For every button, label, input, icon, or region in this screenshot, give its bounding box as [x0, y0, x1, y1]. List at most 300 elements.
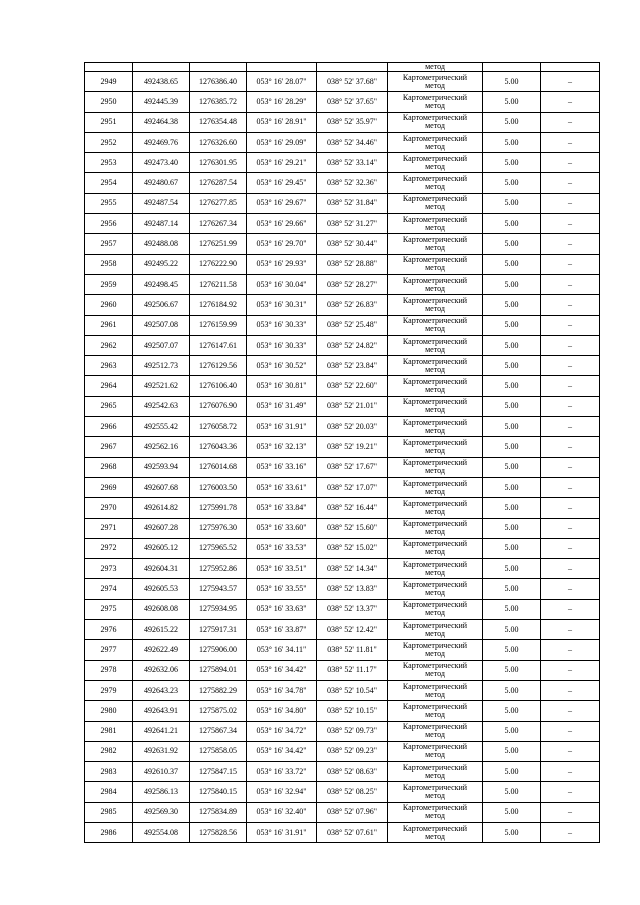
- cell-y: 1276267.34: [190, 214, 247, 234]
- cell-accuracy: 5.00: [483, 417, 541, 437]
- method-line-1: Картометрический: [402, 519, 468, 529]
- table-row: [85, 782, 600, 802]
- cell-method: [388, 538, 483, 558]
- cell-longitude: 038° 52' 12.42": [317, 620, 388, 640]
- method-line-2: метод: [425, 709, 445, 719]
- cell-x: 492643.91: [133, 701, 190, 721]
- cell-latitude: 053° 16' 33.61": [247, 477, 317, 497]
- cell-number: 2986: [85, 822, 133, 842]
- cell-number: 2955: [85, 193, 133, 213]
- cell-method: [388, 437, 483, 457]
- method-line-2: метод: [425, 811, 445, 821]
- table-row: [85, 132, 600, 152]
- cell-extra: –: [541, 254, 600, 274]
- cell-longitude: 038° 52' 31.84": [317, 193, 388, 213]
- cell-longitude: 038° 52' 07.96": [317, 802, 388, 822]
- cell-accuracy: [483, 63, 541, 72]
- cell-latitude: 053° 16' 34.42": [247, 741, 317, 761]
- cell-accuracy: 5.00: [483, 315, 541, 335]
- cell-method: [388, 315, 483, 335]
- method-line-1: Картометрический: [402, 275, 468, 285]
- cell-method: [388, 112, 483, 132]
- cell-method: [388, 620, 483, 640]
- cell-longitude: 038° 52' 17.67": [317, 457, 388, 477]
- method-line-2: метод: [425, 405, 445, 415]
- method-line-1: Картометрический: [402, 823, 468, 833]
- cell-y: 1276386.40: [190, 72, 247, 92]
- cell-accuracy: 5.00: [483, 559, 541, 579]
- method-line-2: метод: [425, 324, 445, 334]
- cell-x: 492586.13: [133, 782, 190, 802]
- cell-longitude: [317, 63, 388, 72]
- method-line-2: метод: [425, 445, 445, 455]
- cell-latitude: 053° 16' 29.70": [247, 234, 317, 254]
- cell-y: 1275834.89: [190, 802, 247, 822]
- table-row: [85, 193, 600, 213]
- table-row: [85, 153, 600, 173]
- cell-x: 492614.82: [133, 498, 190, 518]
- cell-number: 2959: [85, 274, 133, 294]
- cell-latitude: 053° 16' 29.67": [247, 193, 317, 213]
- cell-latitude: 053° 16' 33.87": [247, 620, 317, 640]
- cell-latitude: 053° 16' 34.80": [247, 701, 317, 721]
- cell-y: 1276106.40: [190, 376, 247, 396]
- method-line-1: Картометрический: [402, 580, 468, 590]
- cell-number: 2957: [85, 234, 133, 254]
- cell-x: 492521.62: [133, 376, 190, 396]
- cell-extra: –: [541, 92, 600, 112]
- cell-method: [388, 356, 483, 376]
- cell-method: [388, 234, 483, 254]
- cell-y: 1276251.99: [190, 234, 247, 254]
- cell-method: [388, 762, 483, 782]
- cell-y: 1276043.36: [190, 437, 247, 457]
- cell-latitude: 053° 16' 30.33": [247, 315, 317, 335]
- cell-extra: –: [541, 295, 600, 315]
- cell-latitude: 053° 16' 31.91": [247, 822, 317, 842]
- method-line-1: Картометрический: [402, 295, 468, 305]
- cell-y: 1276184.92: [190, 295, 247, 315]
- cell-x: 492607.68: [133, 477, 190, 497]
- cell-method: [388, 680, 483, 700]
- cell-accuracy: 5.00: [483, 132, 541, 152]
- cell-number: 2961: [85, 315, 133, 335]
- cell-extra: –: [541, 741, 600, 761]
- cell-y: 1275858.05: [190, 741, 247, 761]
- method-line-1: Картометрический: [402, 762, 468, 772]
- cell-y: 1276147.61: [190, 335, 247, 355]
- cell-longitude: 038° 52' 08.63": [317, 762, 388, 782]
- cell-longitude: 038° 52' 30.44": [317, 234, 388, 254]
- cell-number: 2964: [85, 376, 133, 396]
- cell-accuracy: 5.00: [483, 721, 541, 741]
- cell-accuracy: 5.00: [483, 234, 541, 254]
- cell-x: 492605.53: [133, 579, 190, 599]
- cell-number: 2971: [85, 518, 133, 538]
- cell-latitude: 053° 16' 28.29": [247, 92, 317, 112]
- table-row: [85, 457, 600, 477]
- cell-extra: –: [541, 498, 600, 518]
- cell-x: 492488.08: [133, 234, 190, 254]
- cell-method: [388, 457, 483, 477]
- cell-extra: –: [541, 640, 600, 660]
- cell-number: 2967: [85, 437, 133, 457]
- cell-number: 2985: [85, 802, 133, 822]
- cell-y: 1275828.56: [190, 822, 247, 842]
- method-line-2: метод: [425, 770, 445, 780]
- cell-x: 492562.16: [133, 437, 190, 457]
- cell-method: [388, 477, 483, 497]
- cell-method: [388, 92, 483, 112]
- cell-method: [388, 214, 483, 234]
- cell-extra: –: [541, 112, 600, 132]
- cell-y: [190, 63, 247, 72]
- cell-latitude: 053° 16' 33.55": [247, 579, 317, 599]
- cell-method: [388, 822, 483, 842]
- cell-longitude: 038° 52' 31.27": [317, 214, 388, 234]
- cell-longitude: 038° 52' 32.36": [317, 173, 388, 193]
- cell-latitude: 053° 16' 33.53": [247, 538, 317, 558]
- table-row: [85, 274, 600, 294]
- cell-latitude: 053° 16' 29.45": [247, 173, 317, 193]
- cell-method: [388, 579, 483, 599]
- cell-latitude: 053° 16' 34.11": [247, 640, 317, 660]
- cell-extra: –: [541, 680, 600, 700]
- cell-method: [388, 295, 483, 315]
- cell-longitude: 038° 52' 21.01": [317, 396, 388, 416]
- cell-extra: –: [541, 376, 600, 396]
- method-line-2: метод: [425, 689, 445, 699]
- cell-method: [388, 559, 483, 579]
- cell-x: 492593.94: [133, 457, 190, 477]
- cell-x: 492473.40: [133, 153, 190, 173]
- method-line-2: метод: [425, 425, 445, 435]
- cell-accuracy: 5.00: [483, 112, 541, 132]
- cell-number: 2983: [85, 762, 133, 782]
- cell-number: 2956: [85, 214, 133, 234]
- cell-extra: –: [541, 559, 600, 579]
- cell-y: 1275882.29: [190, 680, 247, 700]
- table-row: [85, 518, 600, 538]
- cell-accuracy: 5.00: [483, 214, 541, 234]
- cell-accuracy: 5.00: [483, 437, 541, 457]
- table-row: [85, 477, 600, 497]
- method-line-1: Картометрический: [402, 377, 468, 387]
- cell-latitude: 053° 16' 34.42": [247, 660, 317, 680]
- table-row: [85, 92, 600, 112]
- table-row: [85, 173, 600, 193]
- table-row: [85, 396, 600, 416]
- method-line-2: метод: [425, 669, 445, 679]
- cell-method: [388, 640, 483, 660]
- cell-accuracy: 5.00: [483, 620, 541, 640]
- cell-longitude: 038° 52' 10.54": [317, 680, 388, 700]
- cell-y: 1276076.90: [190, 396, 247, 416]
- cell-number: 2951: [85, 112, 133, 132]
- cell-y: 1276014.68: [190, 457, 247, 477]
- cell-longitude: 038° 52' 14.34": [317, 559, 388, 579]
- cell-x: 492604.31: [133, 559, 190, 579]
- cell-latitude: 053° 16' 33.51": [247, 559, 317, 579]
- cell-extra: –: [541, 417, 600, 437]
- cell-extra: –: [541, 214, 600, 234]
- cell-method: [388, 335, 483, 355]
- cell-y: 1275840.15: [190, 782, 247, 802]
- cell-latitude: 053° 16' 30.31": [247, 295, 317, 315]
- cell-number: 2968: [85, 457, 133, 477]
- method-line-2: метод: [425, 364, 445, 374]
- table-row: [85, 315, 600, 335]
- cell-latitude: 053° 16' 28.91": [247, 112, 317, 132]
- cell-number: 2953: [85, 153, 133, 173]
- method-line-2: метод: [425, 182, 445, 192]
- table-row: [85, 234, 600, 254]
- cell-x: 492607.28: [133, 518, 190, 538]
- cell-y: 1276287.54: [190, 173, 247, 193]
- cell-latitude: 053° 16' 33.72": [247, 762, 317, 782]
- cell-extra: –: [541, 356, 600, 376]
- method-line-1: Картометрический: [402, 600, 468, 610]
- cell-x: 492608.08: [133, 599, 190, 619]
- cell-extra: –: [541, 620, 600, 640]
- cell-latitude: 053° 16' 32.13": [247, 437, 317, 457]
- cell-y: 1275917.31: [190, 620, 247, 640]
- cell-y: 1275952.86: [190, 559, 247, 579]
- cell-x: 492643.23: [133, 680, 190, 700]
- cell-latitude: 053° 16' 30.33": [247, 335, 317, 355]
- table-row: [85, 721, 600, 741]
- cell-y: 1275965.52: [190, 538, 247, 558]
- cell-extra: –: [541, 173, 600, 193]
- cell-longitude: 038° 52' 11.81": [317, 640, 388, 660]
- cell-longitude: 038° 52' 13.37": [317, 599, 388, 619]
- cell-number: 2974: [85, 579, 133, 599]
- cell-extra: –: [541, 437, 600, 457]
- cell-longitude: 038° 52' 37.65": [317, 92, 388, 112]
- cell-y: 1275934.95: [190, 599, 247, 619]
- cell-method: [388, 417, 483, 437]
- cell-x: 492615.22: [133, 620, 190, 640]
- method-line-2: метод: [425, 141, 445, 151]
- cell-y: 1276277.85: [190, 193, 247, 213]
- method-line-1: Картометрический: [402, 397, 468, 407]
- method-line-1: Картометрический: [402, 235, 468, 245]
- cell-extra: –: [541, 802, 600, 822]
- cell-x: 492498.45: [133, 274, 190, 294]
- cell-longitude: 038° 52' 23.84": [317, 356, 388, 376]
- cell-number: [85, 63, 133, 72]
- cell-latitude: 053° 16' 30.04": [247, 274, 317, 294]
- cell-method: [388, 193, 483, 213]
- cell-longitude: 038° 52' 07.61": [317, 822, 388, 842]
- table-row: [85, 254, 600, 274]
- cell-y: 1276058.72: [190, 417, 247, 437]
- cell-latitude: 053° 16' 32.40": [247, 802, 317, 822]
- cell-method: [388, 802, 483, 822]
- method-line-1: Картометрический: [402, 803, 468, 813]
- cell-y: 1276159.99: [190, 315, 247, 335]
- cell-number: 2954: [85, 173, 133, 193]
- cell-longitude: 038° 52' 08.25": [317, 782, 388, 802]
- method-line-1: Картометрический: [402, 478, 468, 488]
- table-row: [85, 822, 600, 842]
- table-body: [85, 63, 600, 843]
- cell-latitude: 053° 16' 31.49": [247, 396, 317, 416]
- cell-method: [388, 701, 483, 721]
- table-row: [85, 802, 600, 822]
- cell-number: 2975: [85, 599, 133, 619]
- table-row: [85, 538, 600, 558]
- cell-x: 492610.37: [133, 762, 190, 782]
- cell-extra: –: [541, 579, 600, 599]
- method-line-1: Картометрический: [402, 620, 468, 630]
- cell-extra: –: [541, 457, 600, 477]
- cell-number: 2972: [85, 538, 133, 558]
- method-line-1: Картометрический: [402, 214, 468, 224]
- method-line-2: метод: [425, 100, 445, 110]
- cell-accuracy: 5.00: [483, 538, 541, 558]
- cell-accuracy: 5.00: [483, 660, 541, 680]
- cell-accuracy: 5.00: [483, 457, 541, 477]
- cell-x: 492438.65: [133, 72, 190, 92]
- cell-x: 492507.07: [133, 335, 190, 355]
- cell-number: 2973: [85, 559, 133, 579]
- cell-longitude: 038° 52' 22.60": [317, 376, 388, 396]
- cell-latitude: 053° 16' 29.66": [247, 214, 317, 234]
- method-line-1: Картометрический: [402, 722, 468, 732]
- method-line-2: метод: [425, 750, 445, 760]
- method-line-1: Картометрический: [402, 640, 468, 650]
- method-line-2: метод: [425, 385, 445, 395]
- cell-accuracy: 5.00: [483, 762, 541, 782]
- cell-latitude: 053° 16' 29.21": [247, 153, 317, 173]
- cell-x: 492569.30: [133, 802, 190, 822]
- cell-latitude: 053° 16' 29.93": [247, 254, 317, 274]
- cell-accuracy: 5.00: [483, 701, 541, 721]
- cell-number: 2981: [85, 721, 133, 741]
- cell-accuracy: 5.00: [483, 599, 541, 619]
- cell-method: [388, 518, 483, 538]
- cell-extra: –: [541, 193, 600, 213]
- method-line-2: метод: [425, 243, 445, 253]
- cell-number: 2966: [85, 417, 133, 437]
- method-line-1: Картометрический: [402, 701, 468, 711]
- cell-accuracy: 5.00: [483, 92, 541, 112]
- method-line-1: Картометрический: [402, 437, 468, 447]
- method-line-1: Картометрический: [402, 133, 468, 143]
- table-row: [85, 295, 600, 315]
- cell-latitude: [247, 63, 317, 72]
- cell-extra: –: [541, 274, 600, 294]
- method-line-1: Картометрический: [402, 174, 468, 184]
- cell-extra: –: [541, 477, 600, 497]
- cell-extra: –: [541, 234, 600, 254]
- method-line-1: Картометрический: [402, 113, 468, 123]
- table-row: [85, 579, 600, 599]
- cell-number: 2958: [85, 254, 133, 274]
- table-row: [85, 437, 600, 457]
- cell-x: 492622.49: [133, 640, 190, 660]
- cell-latitude: 053° 16' 33.60": [247, 518, 317, 538]
- cell-longitude: 038° 52' 28.27": [317, 274, 388, 294]
- cell-accuracy: 5.00: [483, 153, 541, 173]
- cell-method: [388, 72, 483, 92]
- method-line-1: Картометрический: [402, 458, 468, 468]
- cell-accuracy: 5.00: [483, 802, 541, 822]
- cell-x: 492495.22: [133, 254, 190, 274]
- cell-longitude: 038° 52' 17.07": [317, 477, 388, 497]
- cell-longitude: 038° 52' 15.02": [317, 538, 388, 558]
- cell-number: 2963: [85, 356, 133, 376]
- cell-y: 1276301.95: [190, 153, 247, 173]
- cell-x: 492641.21: [133, 721, 190, 741]
- cell-longitude: 038° 52' 37.68": [317, 72, 388, 92]
- cell-extra: –: [541, 315, 600, 335]
- method-line-1: Картометрический: [402, 336, 468, 346]
- cell-y: 1275875.02: [190, 701, 247, 721]
- cell-method: [388, 396, 483, 416]
- cell-x: [133, 63, 190, 72]
- cell-longitude: 038° 52' 35.97": [317, 112, 388, 132]
- table-row: [85, 356, 600, 376]
- cell-longitude: 038° 52' 33.14": [317, 153, 388, 173]
- cell-extra: –: [541, 762, 600, 782]
- cell-accuracy: 5.00: [483, 518, 541, 538]
- cell-number: 2949: [85, 72, 133, 92]
- method-line-2: метод: [425, 121, 445, 131]
- cell-longitude: 038° 52' 11.17": [317, 660, 388, 680]
- cell-extra: –: [541, 822, 600, 842]
- cell-number: 2984: [85, 782, 133, 802]
- method-line-2: метод: [425, 202, 445, 212]
- cell-method: [388, 599, 483, 619]
- cell-x: 492480.67: [133, 173, 190, 193]
- cell-y: 1276385.72: [190, 92, 247, 112]
- cell-extra: [541, 63, 600, 72]
- cell-accuracy: 5.00: [483, 640, 541, 660]
- cell-y: 1276326.60: [190, 132, 247, 152]
- cell-latitude: 053° 16' 32.94": [247, 782, 317, 802]
- table-row: [85, 660, 600, 680]
- cell-longitude: 038° 52' 34.46": [317, 132, 388, 152]
- cell-accuracy: 5.00: [483, 477, 541, 497]
- cell-extra: –: [541, 132, 600, 152]
- method-line-2: метод: [425, 588, 445, 598]
- table-row: [85, 599, 600, 619]
- cell-latitude: 053° 16' 33.63": [247, 599, 317, 619]
- cell-method: [388, 782, 483, 802]
- cell-number: 2976: [85, 620, 133, 640]
- cell-method: [388, 173, 483, 193]
- method-line-2: метод: [425, 161, 445, 171]
- cell-y: 1276003.50: [190, 477, 247, 497]
- cell-extra: –: [541, 518, 600, 538]
- cell-method: [388, 376, 483, 396]
- cell-extra: –: [541, 721, 600, 741]
- cell-accuracy: 5.00: [483, 498, 541, 518]
- method-line-2: метод: [425, 527, 445, 537]
- method-line-1: Картометрический: [402, 356, 468, 366]
- cell-number: 2979: [85, 680, 133, 700]
- cell-x: 492555.42: [133, 417, 190, 437]
- table-row: [85, 112, 600, 132]
- cell-number: 2969: [85, 477, 133, 497]
- cell-x: 492631.92: [133, 741, 190, 761]
- cell-accuracy: 5.00: [483, 782, 541, 802]
- method-line-1: Картометрический: [402, 742, 468, 752]
- cell-longitude: 038° 52' 13.83": [317, 579, 388, 599]
- method-line-2: метод: [425, 608, 445, 618]
